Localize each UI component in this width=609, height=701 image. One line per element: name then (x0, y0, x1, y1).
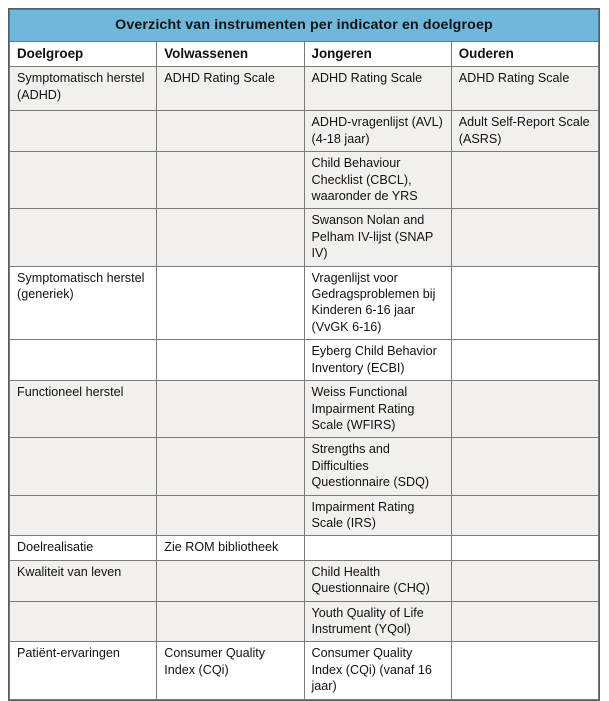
instrument-cell (451, 340, 598, 381)
instrument-cell: Zie ROM bibliotheek (157, 536, 304, 560)
instrument-cell: Consumer Quality Index (CQi) (vanaf 16 jaar) (304, 642, 451, 699)
instrument-cell (157, 601, 304, 642)
instruments-overview-table (8, 8, 600, 701)
instrument-cell: Youth Quality of Life Instrument (YQol) (304, 601, 451, 642)
instrument-cell (451, 642, 598, 699)
row-label-cell: Symptomatisch herstel (ADHD) (10, 67, 157, 111)
instrument-cell (451, 495, 598, 536)
table-row (10, 266, 599, 340)
instrument-cell (451, 536, 598, 560)
instrument-cell: ADHD Rating Scale (304, 67, 451, 111)
instrument-cell (157, 381, 304, 438)
row-label-cell (10, 340, 157, 381)
table-title-row (10, 10, 599, 42)
row-label-cell (10, 495, 157, 536)
table-row (10, 560, 599, 601)
table-row (10, 209, 599, 266)
instrument-cell (304, 536, 451, 560)
instrument-cell: ADHD Rating Scale (451, 67, 598, 111)
table-row (10, 438, 599, 495)
instrument-cell: ADHD-vragenlijst (AVL) (4-18 jaar) (304, 111, 451, 152)
instrument-cell (157, 266, 304, 340)
instrument-cell: ADHD Rating Scale (157, 67, 304, 111)
instrument-cell (157, 560, 304, 601)
instrument-cell: Vragenlijst voor Gedragsproblemen bij Kinderen 6-16 jaar (VvGK 6-16) (304, 266, 451, 340)
instrument-cell: Eyberg Child Behavior Inventory (ECBI) (304, 340, 451, 381)
instrument-cell: Weiss Functional Impairment Rating Scale (WFIRS) (304, 381, 451, 438)
table-row (10, 340, 599, 381)
table-header-row (10, 42, 599, 67)
column-header-ouderen: Ouderen (451, 42, 598, 67)
row-label-cell: Functioneel herstel (10, 381, 157, 438)
row-label-cell: Kwaliteit van leven (10, 560, 157, 601)
table-row (10, 381, 599, 438)
instrument-cell (157, 111, 304, 152)
column-header-jongeren: Jongeren (304, 42, 451, 67)
row-label-cell (10, 111, 157, 152)
instrument-cell (451, 438, 598, 495)
instrument-cell (451, 560, 598, 601)
instrument-cell: Child Health Questionnaire (CHQ) (304, 560, 451, 601)
column-header-doelgroep: Doelgroep (10, 42, 157, 67)
row-label-cell (10, 152, 157, 209)
instrument-cell (157, 152, 304, 209)
instrument-cell: Child Behaviour Checklist (CBCL), waaronder de YRS (304, 152, 451, 209)
table-row (10, 152, 599, 209)
instrument-cell (451, 601, 598, 642)
row-label-cell (10, 601, 157, 642)
table-row (10, 601, 599, 642)
instrument-cell (157, 209, 304, 266)
instrument-cell: Swanson Nolan and Pelham IV-lijst (SNAP IV) (304, 209, 451, 266)
instrument-cell (157, 340, 304, 381)
column-header-volwassenen: Volwassenen (157, 42, 304, 67)
instrument-cell (451, 209, 598, 266)
instrument-cell: Strengths and Difficulties Questionnaire (SDQ) (304, 438, 451, 495)
instrument-cell: Impairment Rating Scale (IRS) (304, 495, 451, 536)
instrument-cell (157, 495, 304, 536)
table-title: Overzicht van instrumenten per indicator en doelgroep (10, 10, 599, 42)
row-label-cell: Doelrealisatie (10, 536, 157, 560)
instrument-cell: Consumer Quality Index (CQi) (157, 642, 304, 699)
row-label-cell (10, 438, 157, 495)
instrument-cell (157, 438, 304, 495)
row-label-cell: Patiënt-ervaringen (10, 642, 157, 699)
table-grid (9, 9, 599, 700)
instrument-cell (451, 266, 598, 340)
table-row (10, 111, 599, 152)
instrument-cell (451, 381, 598, 438)
row-label-cell (10, 209, 157, 266)
instrument-cell: Adult Self-Report Scale (ASRS) (451, 111, 598, 152)
table-row (10, 642, 599, 699)
table-row (10, 495, 599, 536)
table-row (10, 67, 599, 111)
table-row (10, 536, 599, 560)
row-label-cell: Symptomatisch herstel (generiek) (10, 266, 157, 340)
instrument-cell (451, 152, 598, 209)
